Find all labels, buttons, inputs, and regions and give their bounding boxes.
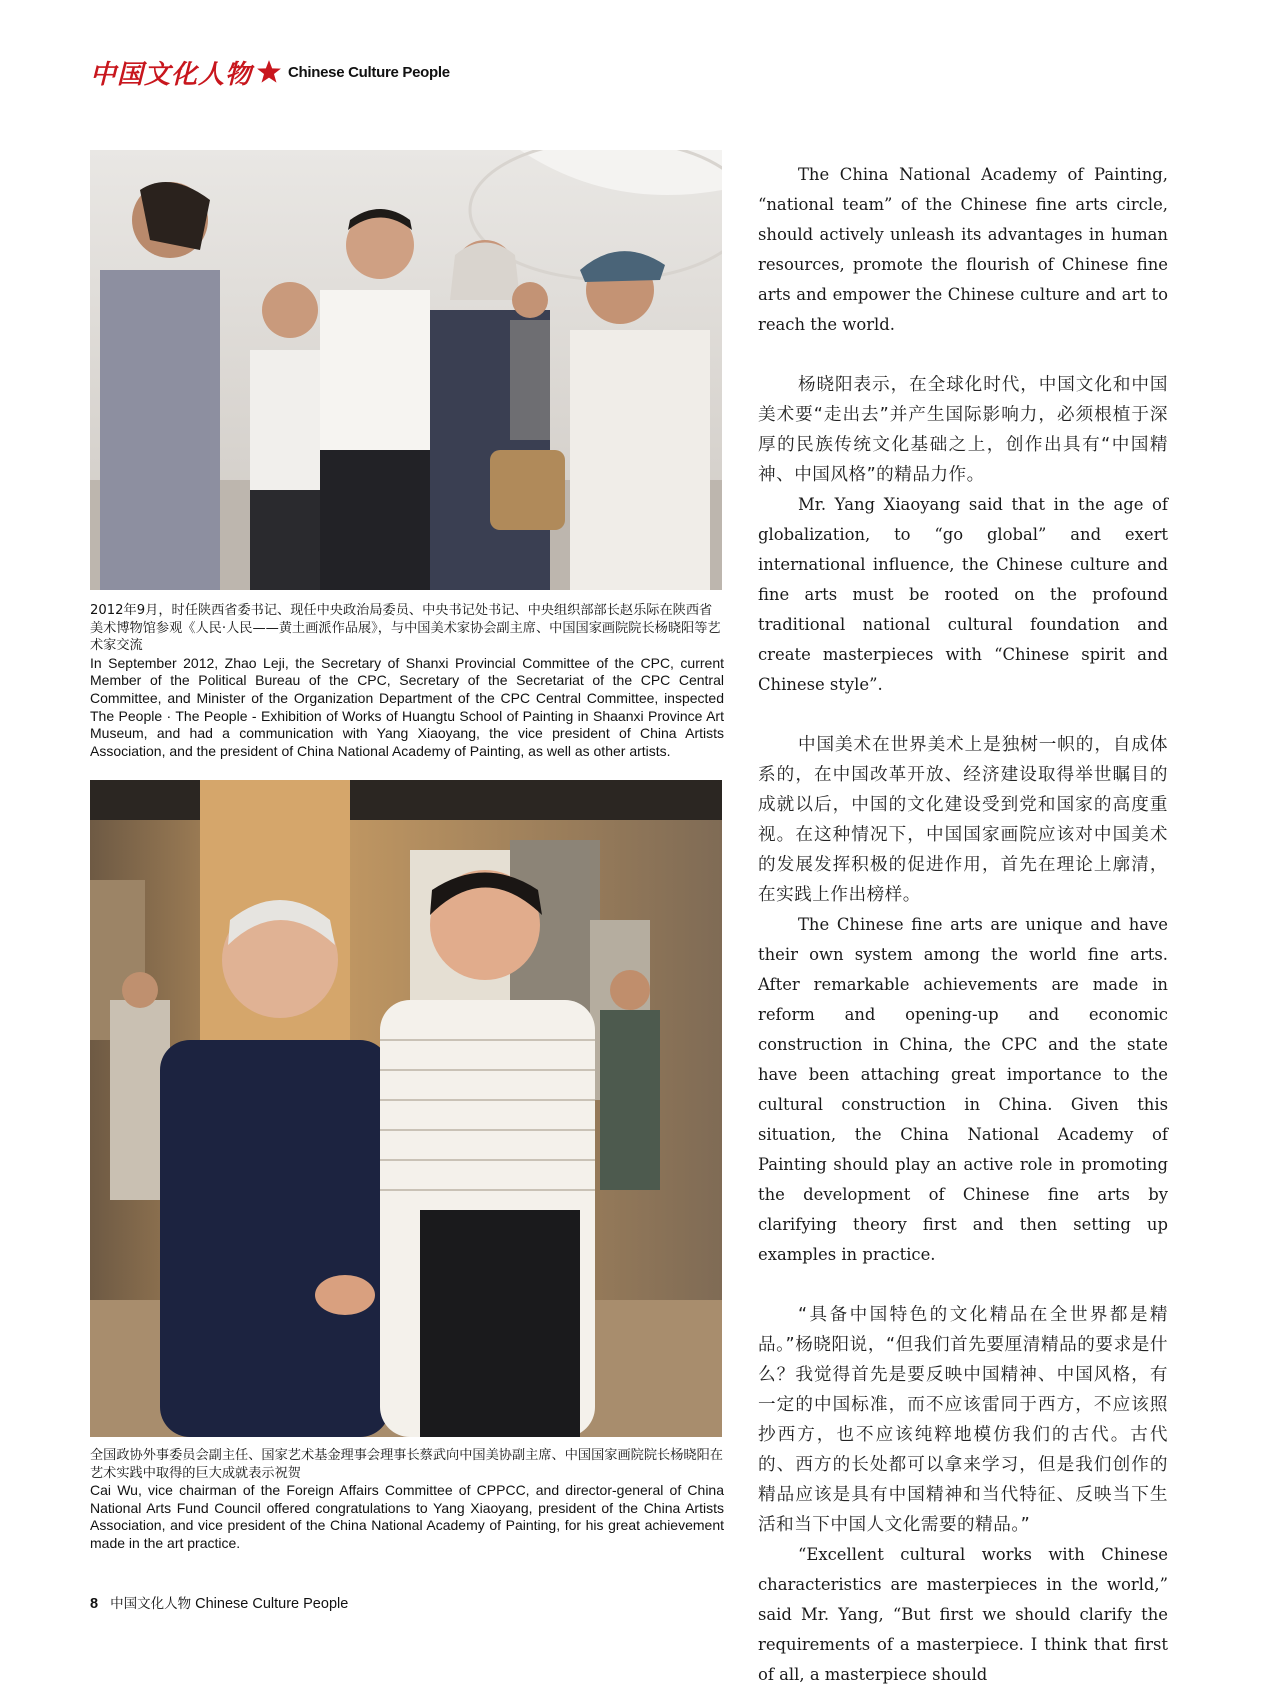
paragraph-en: The China National Academy of Painting, “national team” of the Chinese fine arts circle, should actively unleash its advantages in human resources, promote the flourish of Chinese fine arts and empower the Chinese culture and art to reach the world. [758,165,1168,334]
footer-title-en: Chinese Culture People [195,1596,349,1612]
running-header [90,55,450,89]
paragraph-en: Mr. Yang Xiaoyang said that in the age of globalization, to “go global” and exert international influence, the Chinese culture and fine arts must be rooted on the profound traditional national cultural foundation and create masterpieces with “Chinese spirit and Chinese style”. [758,495,1168,694]
caption-zh: 全国政协外事委员会副主任、国家艺术基金理事会理事长蔡武向中国美协副主席、中国国家画院院长杨晓阳在艺术实践中取得的巨大成就表示祝贺 [90,1448,723,1481]
paragraph-zh: 杨晓阳表示，在全球化时代，中国文化和中国美术要“走出去”并产生国际影响力，必须根植于深厚的民族传统文化基础之上，创作出具有“中国精神、中国风格”的精品力作。 [758,375,1168,485]
caption-zh: 2012年9月，时任陕西省委书记、现任中央政治局委员、中央书记处书记、中央组织部部长赵乐际在陕西省美术博物馆参观《人民·人民——黄土画派作品展》，与中国美术家协会副主席、中国国家画院院长杨晓阳等艺术家交流 [90,603,721,654]
magazine-title-cn: 中国文化人物 [90,59,253,90]
paragraph-en: The Chinese fine arts are unique and have their own system among the world fine arts. After remarkable achievements are made in reform and opening-up and economic construction in China, the CPC and the state have been attaching great importance to the cultural construction in China. Given this situation, the China National Academy of Painting should play an active role in promoting the development of Chinese fine arts by clarifying theory first and then setting up examples in practice. [758,915,1168,1264]
page-footer [90,1592,348,1612]
paragraph-zh: 中国美术在世界美术上是独树一帜的，自成体系的，在中国改革开放、经济建设取得举世瞩目的成就以后，中国的文化建设受到党和国家的高度重视。在这种情况下，中国国家画院应该对中国美术的发展发挥积极的促进作用，首先在理论上廓清，在实践上作出榜样。 [758,735,1168,905]
figure-caption-2 [90,1447,724,1553]
photo-handshake [90,780,722,1437]
paragraph-en: “Excellent cultural works with Chinese characteristics are masterpieces in the world,” said Mr. Yang, “But first we should clarify the requirements of a masterpiece. I think that first of all, a masterpiece should [758,1545,1168,1684]
page-number: 8 [90,1596,99,1612]
caption-en: Cai Wu, vice chairman of the Foreign Affairs Committee of CPPCC, and director-general of China National Arts Fund Council offered congratulations to Yang Xiaoyang, president of the China Artists Association, and vice president of the China National Academy of Painting, for his great achievement made in the art practice. [90,1482,724,1551]
caption-en: In September 2012, Zhao Leji, the Secretary of Shanxi Provincial Committee of the CPC, current Member of the Political Bureau of the CPC, Secretary of the Secretariat of the CPC Central Committee, and Minister of the Organization Department of the CPC Central Committee, inspected The People · The People - Exhibition of Works of Huangtu School of Painting in Shaanxi Province Art Museum, and had a communication with Yang Xiaoyang, the vice president of China Artists Association, and the president of China National Academy of Painting, as well as other artists. [90,654,724,759]
footer-title-cn: 中国文化人物 [110,1596,192,1612]
magazine-title-en: Chinese Culture People [288,63,450,81]
photo-museum-visit [90,150,722,590]
paragraph-zh: “具备中国特色的文化精品在全世界都是精品。”杨晓阳说，“但我们首先要厘清精品的要求是什么？我觉得首先是要反映中国精神、中国风格，有一定的中国标准，而不应该雷同于西方，不应该照抄西方，也不应该纯粹地模仿我们的古代。古代的、西方的长处都可以拿来学习，但是我们创作的精品应该是具有中国精神和当代特征、反映当下生活和当下中国人文化需要的精品。” [758,1305,1168,1535]
star-icon [256,59,282,85]
figure-caption-1 [90,602,724,760]
article-body [758,160,1168,1690]
